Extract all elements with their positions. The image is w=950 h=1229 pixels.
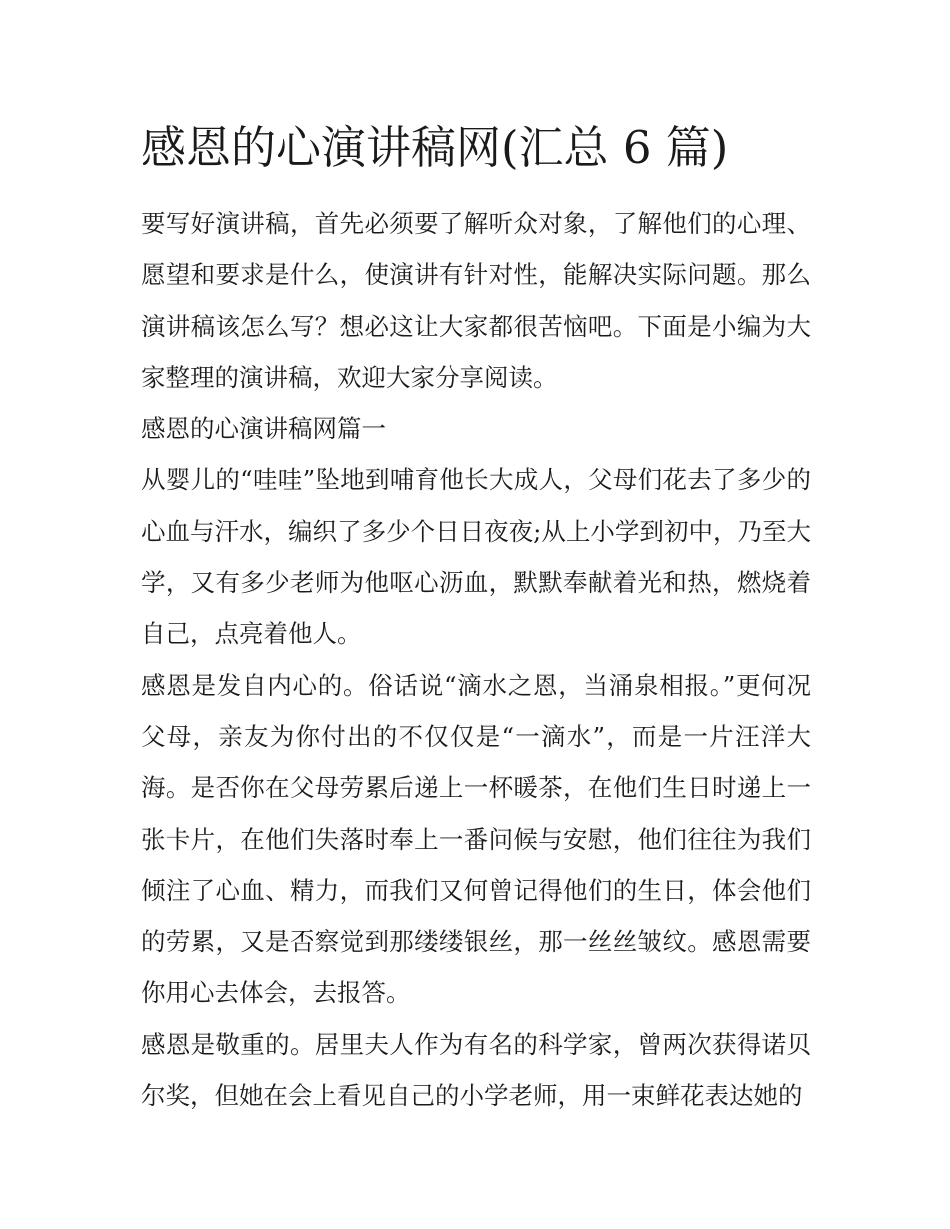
body-paragraph: 感恩是发自内心的。俗话说“滴水之恩，当涌泉相报。”更何况父母，亲友为你付出的不仅仅是“一滴水”，而是一片汪洋大海。是否你在父母劳累后递上一杯暖茶，在他们生日时递上一张卡片，在他们失落时奉上一番问候与安慰，他们往往为我们倾注了心血、精力，而我们又何曾记得他们的生日，体会他们的劳累，又是否察觉到那缕缕银丝，那一丝丝皱纹。感恩需要你用心去体会，去报答。: [141, 670, 811, 1008]
intro-paragraph: 要写好演讲稿，首先必须要了解听众对象，了解他们的心理、愿望和要求是什么，使演讲有针对性，能解决实际问题。那么演讲稿该怎么写？想必这让大家都很苦恼吧。下面是小编为大家整理的演讲稿，欢迎大家分享阅读。: [141, 209, 811, 392]
document-title: 感恩的心演讲稿网(汇总 6 篇): [141, 121, 729, 174]
section-heading: 感恩的心演讲稿网篇一: [141, 414, 386, 444]
document-body: [141, 112, 811, 1121]
body-paragraph: 从婴儿的“哇哇”坠地到哺育他长大成人，父母们花去了多少的心血与汗水，编织了多少个日日夜夜;从上小学到初中，乃至大学，又有多少老师为他呕心沥血，默默奉献着光和热，燃烧着自己，点亮着他人。: [141, 465, 811, 649]
body-paragraph: 感恩是敬重的。居里夫人作为有名的科学家，曾两次获得诺贝尔奖，但她在会上看见自己的小学老师，用一束鲜花表达她的: [141, 1029, 811, 1111]
